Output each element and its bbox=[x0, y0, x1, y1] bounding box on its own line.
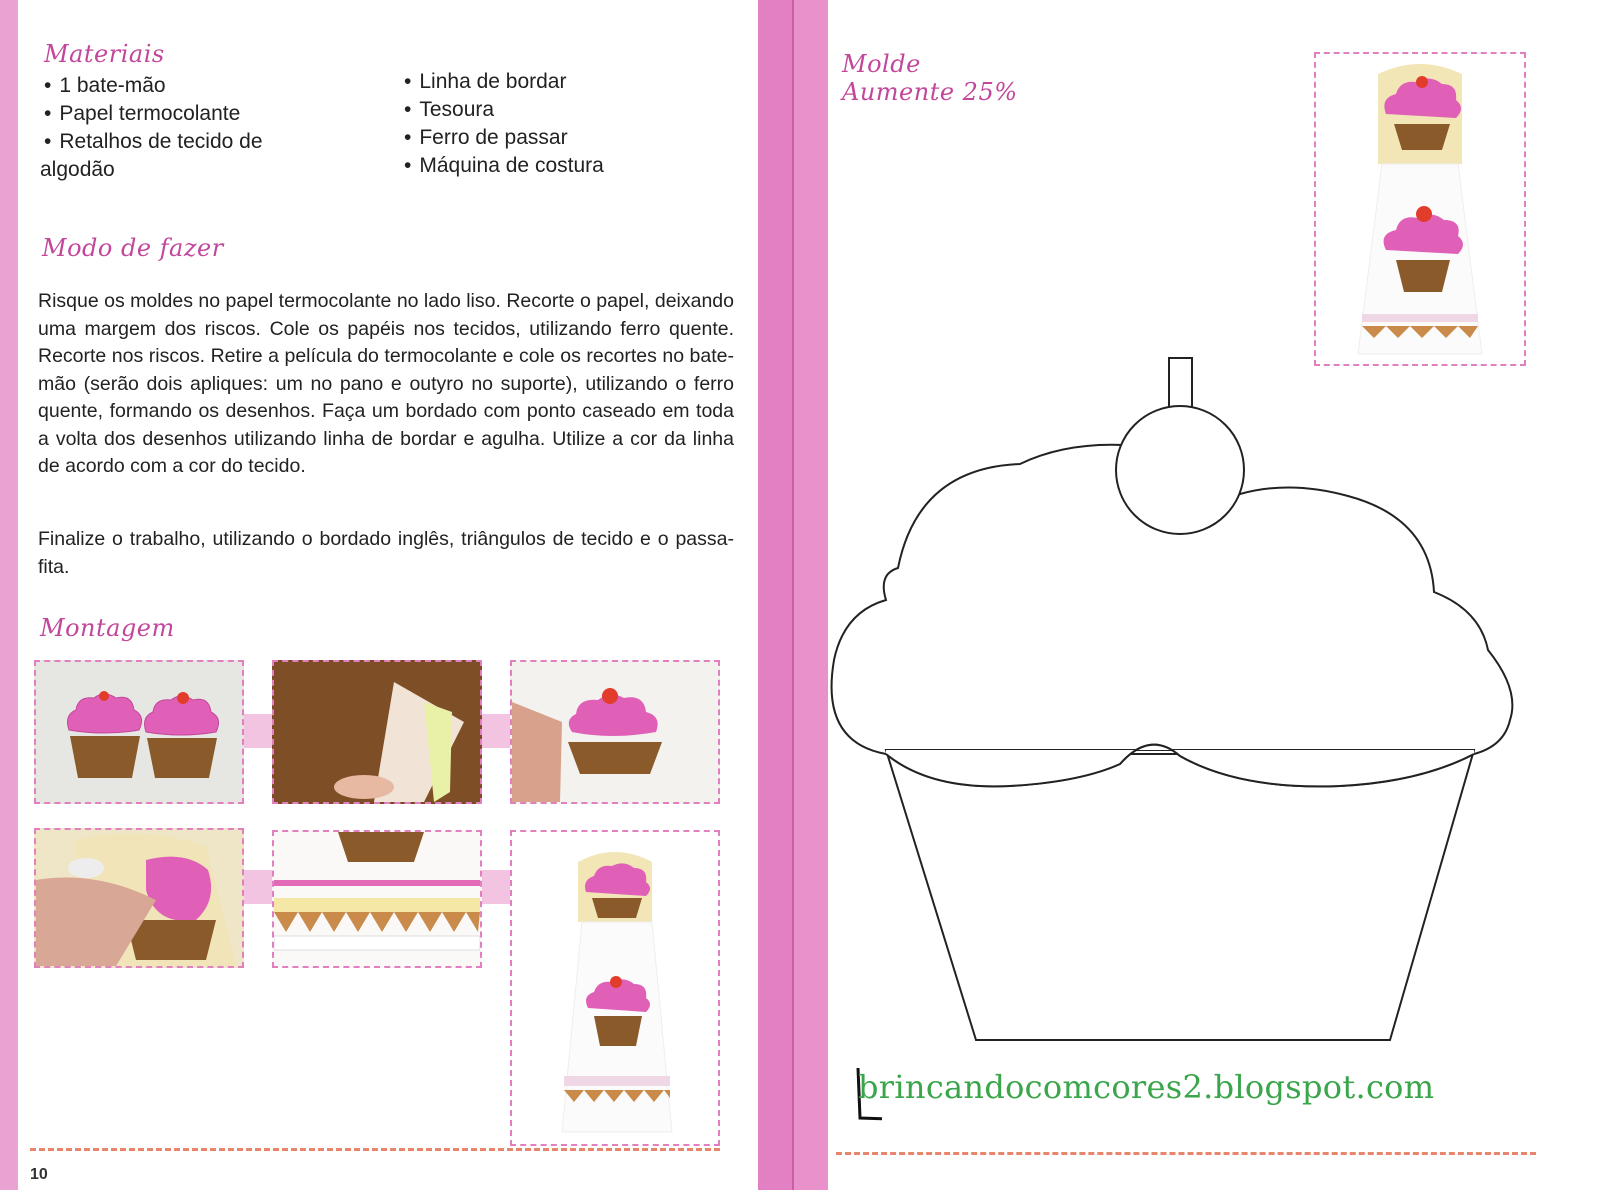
pattern-heading-line1: Molde bbox=[842, 50, 921, 78]
left-edge-band bbox=[0, 0, 18, 1190]
iron-on-holder-image bbox=[36, 830, 242, 966]
pattern-heading bbox=[842, 50, 1018, 106]
photo-connector bbox=[478, 870, 512, 904]
cupcake-liner-outline bbox=[886, 750, 1474, 1040]
finished-towel-image bbox=[1316, 54, 1524, 364]
finished-product-photo bbox=[1314, 52, 1526, 366]
pattern-heading-line2: Aumente 25% bbox=[842, 78, 1018, 106]
materials-list-2 bbox=[404, 68, 734, 180]
assembly-photo-3 bbox=[510, 660, 720, 804]
method-heading: Modo de fazer bbox=[42, 234, 224, 262]
list-item: • Máquina de costura bbox=[404, 152, 734, 180]
trim-image bbox=[274, 832, 480, 966]
photo-connector bbox=[240, 870, 274, 904]
right-footer-rule bbox=[836, 1152, 1536, 1155]
finished-towel-image bbox=[512, 832, 718, 1144]
list-item: • 1 bate-mão bbox=[44, 72, 364, 100]
photo-connector bbox=[240, 714, 274, 748]
list-item: • Retalhos de tecido de bbox=[44, 128, 364, 156]
list-item: • Tesoura bbox=[404, 96, 734, 124]
assembly-heading: Montagem bbox=[40, 614, 175, 642]
assembly-photo-2 bbox=[272, 660, 482, 804]
list-item: • Papel termocolante bbox=[44, 100, 364, 128]
gutter-band-left bbox=[758, 0, 792, 1190]
peeling-paper-image bbox=[274, 662, 480, 802]
list-item: • Linha de bordar bbox=[404, 68, 734, 96]
method-paragraph-1: Risque os moldes no papel termocolante no lado liso. Recorte o papel, deixando uma margem dos riscos. Cole os papéis nos tecidos, utilizando ferro quente. Recorte nos riscos. Retire a película do termocolante e cole os recortes no bate-mão (serão dois apliques: um no pano e outyro no suporte), utilizando o ferro quente, formando os desenhos. Faça um bordado com ponto caseado em toda a volta dos desenhos utilizando linha de bordar e agulha. Utilize a cor da linha de acordo com a cor do tecido. bbox=[38, 290, 734, 477]
cherry-outline bbox=[1116, 406, 1244, 534]
blog-url: brincandocomcores2.blogspot.com bbox=[858, 1068, 1435, 1106]
assembly-photo-1 bbox=[34, 660, 244, 804]
cupcake-pattern-outline bbox=[820, 350, 1540, 1050]
assembly-photo-4 bbox=[34, 828, 244, 968]
ironing-image bbox=[512, 662, 718, 802]
left-footer-rule bbox=[30, 1148, 720, 1151]
photo-connector bbox=[478, 714, 512, 748]
book-spine bbox=[792, 0, 794, 1190]
method-paragraph-2: Finalize o trabalho, utilizando o bordado inglês, triângulos de tecido e o passa-fita. bbox=[38, 528, 734, 578]
list-item-continuation: algodão bbox=[40, 158, 115, 181]
materials-heading: Materiais bbox=[44, 40, 165, 68]
assembly-photo-5 bbox=[272, 830, 482, 968]
materials-list-1 bbox=[40, 72, 364, 184]
list-item: • Ferro de passar bbox=[404, 124, 734, 152]
cupcake-applique-image bbox=[36, 662, 242, 802]
page-number: 10 bbox=[30, 1166, 48, 1183]
assembly-photo-6 bbox=[510, 830, 720, 1146]
